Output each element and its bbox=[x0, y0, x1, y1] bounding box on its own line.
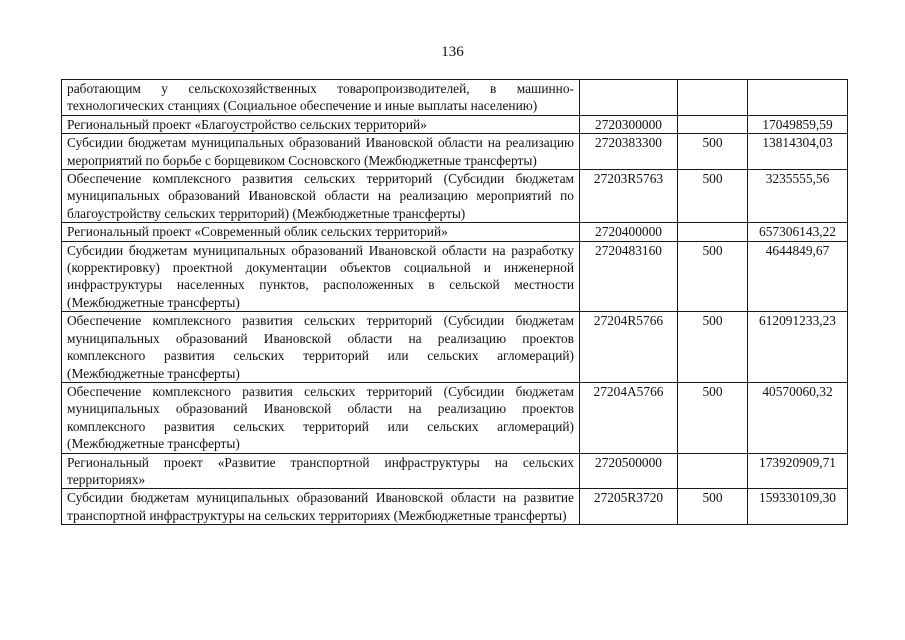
row-code: 2720383300 bbox=[580, 134, 678, 170]
table-row bbox=[62, 134, 848, 170]
row-expense-type: 500 bbox=[678, 312, 748, 383]
budget-table bbox=[61, 79, 848, 525]
row-code: 2720300000 bbox=[580, 115, 678, 133]
row-expense-type: 500 bbox=[678, 170, 748, 223]
row-code: 2720500000 bbox=[580, 453, 678, 489]
row-description: Субсидии бюджетам муниципальных образований Ивановской области на развитие транспортной инфраструктуры на сельских территориях (Межбюджетные трансферты) bbox=[62, 489, 580, 525]
row-amount: 657306143,22 bbox=[748, 223, 848, 241]
row-expense-type: 500 bbox=[678, 382, 748, 453]
row-expense-type: 500 bbox=[678, 489, 748, 525]
table-row bbox=[62, 453, 848, 489]
row-description: Субсидии бюджетам муниципальных образований Ивановской области на разработку (корректировку) проектной документации объектов социальной и инженерной инфраструктуры населенных пунктов, расположенных в сельской местности (Межбюджетные трансферты) bbox=[62, 241, 580, 312]
row-amount: 173920909,71 bbox=[748, 453, 848, 489]
row-description: Обеспечение комплексного развития сельских территорий (Субсидии бюджетам муниципальных образований Ивановской области на реализацию проектов комплексного развития сельских территорий или сельских агломераций) (Межбюджетные трансферты) bbox=[62, 312, 580, 383]
row-amount: 4644849,67 bbox=[748, 241, 848, 312]
row-code: 27203R5763 bbox=[580, 170, 678, 223]
row-amount: 17049859,59 bbox=[748, 115, 848, 133]
table-row bbox=[62, 241, 848, 312]
row-expense-type bbox=[678, 453, 748, 489]
page-number: 136 bbox=[441, 44, 464, 60]
row-code: 27205R3720 bbox=[580, 489, 678, 525]
table-row bbox=[62, 170, 848, 223]
row-description: работающим у сельскохозяйственных товаропроизводителей, в машинно-технологических станциях (Социальное обеспечение и иные выплаты населению) bbox=[62, 80, 580, 116]
row-code: 27204R5766 bbox=[580, 312, 678, 383]
table-row bbox=[62, 489, 848, 525]
row-code bbox=[580, 80, 678, 116]
row-code: 27204А5766 bbox=[580, 382, 678, 453]
row-description: Обеспечение комплексного развития сельских территорий (Субсидии бюджетам муниципальных образований Ивановской области на реализацию мероприятий по благоустройству сельских территорий) (Межбюджетные трансферты) bbox=[62, 170, 580, 223]
row-amount: 159330109,30 bbox=[748, 489, 848, 525]
row-expense-type bbox=[678, 115, 748, 133]
table-row bbox=[62, 382, 848, 453]
row-amount: 13814304,03 bbox=[748, 134, 848, 170]
row-expense-type: 500 bbox=[678, 134, 748, 170]
row-expense-type bbox=[678, 80, 748, 116]
row-description: Субсидии бюджетам муниципальных образований Ивановской области на реализацию мероприятий по борьбе с борщевиком Сосновского (Межбюджетные трансферты) bbox=[62, 134, 580, 170]
table-row bbox=[62, 312, 848, 383]
row-code: 2720483160 bbox=[580, 241, 678, 312]
table-row bbox=[62, 223, 848, 241]
row-description: Региональный проект «Современный облик сельских территорий» bbox=[62, 223, 580, 241]
row-amount: 3235555,56 bbox=[748, 170, 848, 223]
table-row bbox=[62, 80, 848, 116]
row-description: Региональный проект «Развитие транспортной инфраструктуры на сельских территориях» bbox=[62, 453, 580, 489]
row-expense-type: 500 bbox=[678, 241, 748, 312]
row-amount bbox=[748, 80, 848, 116]
row-amount: 612091233,23 bbox=[748, 312, 848, 383]
row-description: Обеспечение комплексного развития сельских территорий (Субсидии бюджетам муниципальных образований Ивановской области на реализацию проектов комплексного развития сельских территорий или сельских агломераций) (Межбюджетные трансферты) bbox=[62, 382, 580, 453]
row-expense-type bbox=[678, 223, 748, 241]
table-row bbox=[62, 115, 848, 133]
row-description: Региональный проект «Благоустройство сельских территорий» bbox=[62, 115, 580, 133]
row-code: 2720400000 bbox=[580, 223, 678, 241]
row-amount: 40570060,32 bbox=[748, 382, 848, 453]
